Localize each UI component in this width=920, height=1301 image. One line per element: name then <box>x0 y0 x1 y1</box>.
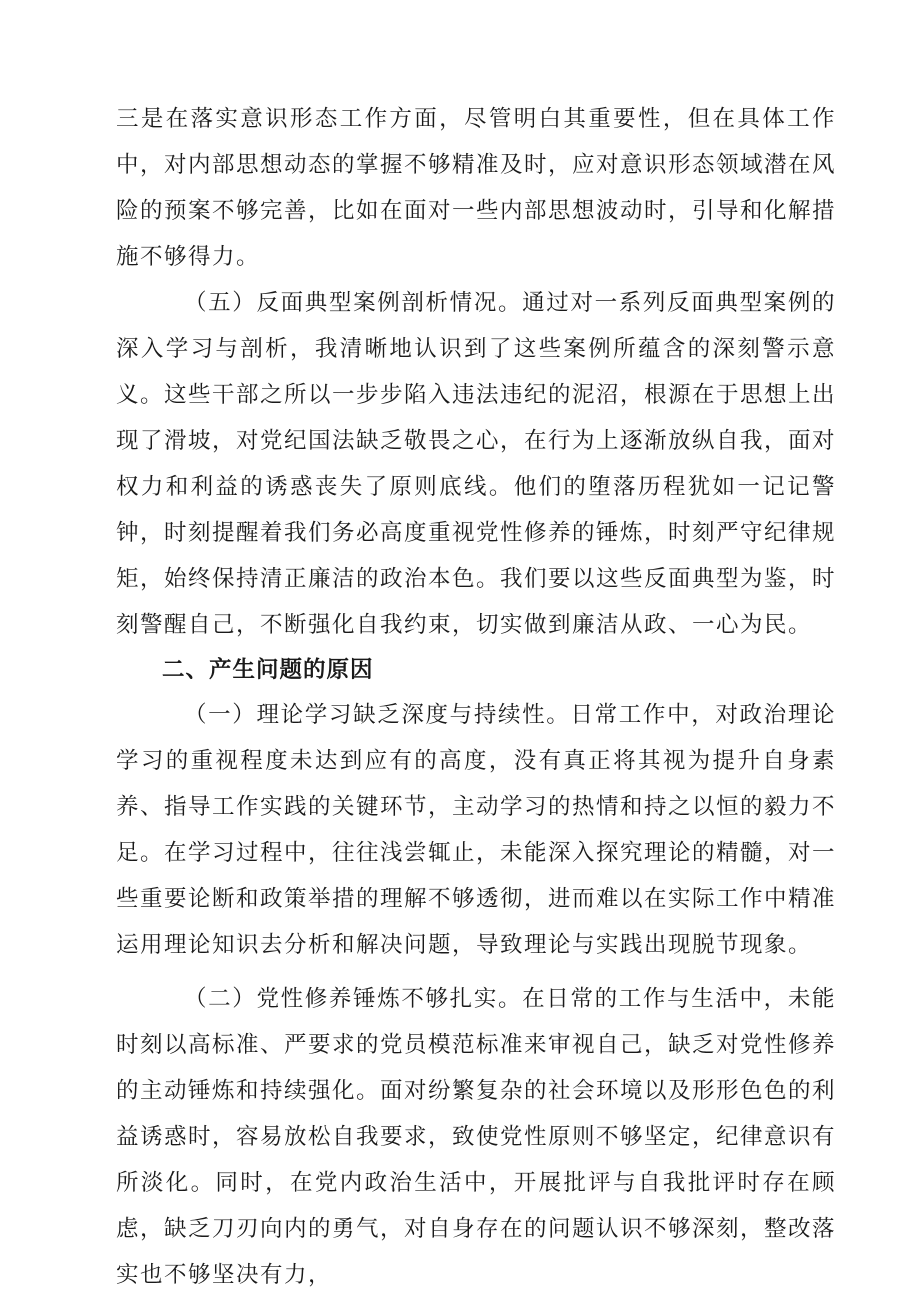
paragraph-ideology-work: 三是在落实意识形态工作方面，尽管明白其重要性，但在具体工作中，对内部思想动态的掌握不够精准及时，应对意识形态领域潜在风险的预案不够完善，比如在面对一些内部思想波动时，引导和化解措施不够得力。 <box>116 106 837 270</box>
paragraph-theory-study: （一）理论学习缺乏深度与持续性。日常工作中，对政治理论学习的重视程度未达到应有的高度，没有真正将其视为提升自身素养、指导工作实践的关键环节，主动学习的热情和持之以恒的毅力不足。在学习过程中，往往浅尝辄止，未能深入探究理论的精髓，对一些重要论断和政策举措的理解不够透彻，进而难以在实际工作中精准运用理论知识去分析和解决问题，导致理论与实践出现脱节现象。 <box>116 702 837 958</box>
paragraph-spacer <box>116 968 836 976</box>
section-heading: 二、产生问题的原因 <box>162 657 374 683</box>
paragraph-negative-cases: （五）反面典型案例剖析情况。通过对一系列反面典型案例的深入学习与剖析，我清晰地认识到了这些案例所蕴含的深刻警示意义。这些干部之所以一步步陷入违法违纪的泥沼，根源在于思想上出现了滑坡，对党纪国法缺乏敬畏之心，在行为上逐渐放纵自我，面对权力和利益的诱惑丧失了原则底线。他们的堕落历程犹如一记记警钟，时刻提醒着我们务必高度重视党性修养的锤炼，时刻严守纪律规矩，始终保持清正廉洁的政治本色。我们要以这些反面典型为鉴，时刻警醒自己，不断强化自我约束，切实做到廉洁从政、一心为民。 <box>116 290 837 638</box>
document-page <box>116 96 836 1298</box>
paragraph-party-cultivation: （二）党性修养锤炼不够扎实。在日常的工作与生活中，未能时刻以高标准、严要求的党员模范标准来审视自己，缺乏对党性修养的主动锤炼和持续强化。面对纷繁复杂的社会环境以及形形色色的利益诱惑时，容易放松自我要求，致使党性原则不够坚定，纪律意识有所淡化。同时，在党内政治生活中，开展批评与自我批评时存在顾虑，缺乏刀刃向内的勇气，对自身存在的问题认识不够深刻，整改落实也不够坚决有力， <box>116 986 837 1288</box>
